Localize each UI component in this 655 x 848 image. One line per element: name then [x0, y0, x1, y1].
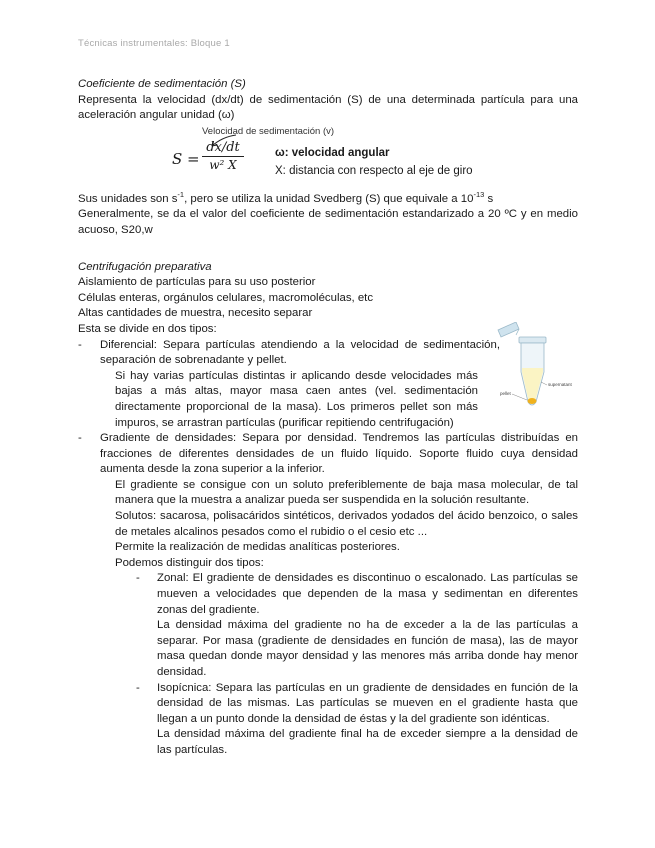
section-heading-sedimentation: Coeficiente de sedimentación (S) [78, 78, 246, 90]
bullet-dash: - [136, 681, 140, 694]
formula-note: Velocidad de sedimentación (v) [202, 125, 335, 137]
document-body [78, 70, 578, 759]
diferencial-detail: Si hay varias partículas distintas ir aplicando desde velocidades más bajas a más altas, mayor masa caen antes (vel. sedimentación directamente proporcional de la masa). Los primeros pellet son más impuros, se arrastran partículas (purificar repitiendo centrifugación) [115, 369, 478, 429]
supernatant-label: supernatant [548, 382, 572, 387]
bullet-dash: - [136, 572, 140, 585]
centrifugation-line: Aislamiento de partículas para su uso posterior [78, 276, 316, 289]
pellet-icon [528, 398, 537, 404]
formula-numerator: dx/dt [202, 140, 244, 158]
bullet-dash: - [78, 432, 82, 445]
centrifugation-line: Esta se divide en dos tipos: [78, 322, 217, 335]
section-heading-centrifugation: Centrifugación preparativa [78, 260, 212, 273]
centrifugation-line: Altas cantidades de muestra, necesito separar [78, 307, 313, 320]
sedimentation-units: Sus unidades son $s^{-1}$, pero se utiliza la unidad Svedberg (S) que equivale a $10^{-13}$ s [78, 189, 494, 205]
gradiente-detail-4: Podemos distinguir dos tipos: [115, 556, 264, 569]
formula-def-x: X: distancia con respecto al eje de giro [275, 164, 473, 177]
running-header: Técnicas instrumentales: Bloque 1 [78, 38, 230, 49]
gradiente-detail-3: Permite la realización de medidas analíticas posteriores. [115, 541, 400, 554]
bullet-gradiente: - Gradiente de densidades: Separa por densidad. Tendremos las partículas distribuídas en fracciones de diferentes densidades de un fluido líquido. Soporte fluido cuya densidad aumenta desde la zona superior a la inferior. [78, 432, 578, 476]
sub-bullet-zonal: - Zonal: El gradiente de densidades es discontinuo o escalonado. Las partículas se mueven a velocidades que dependen de la masa y sedimentan en diferentes zonas del gradiente. [136, 572, 578, 616]
formula-fraction [202, 140, 244, 174]
centrifugation-line: Células enteras, orgánulos celulares, macromoléculas, etc [78, 291, 374, 304]
formula-denominator: w² X [209, 158, 237, 173]
tube-cap-icon [498, 322, 519, 337]
formula-def-omega: ω: velocidad angular [275, 146, 390, 159]
pellet-label: pellet [500, 391, 511, 396]
gradiente-detail-2: Solutos: sacarosa, polisacáridos sintéticos, derivados yodados del ácido benzoico, o sales de metales alcalinos pesados como el rubidio o el cesio etc ... [115, 510, 578, 538]
bullet-diferencial: - Diferencial: Separa partículas atendiendo a la velocidad de sedimentación, separación de sobrenadante y pellet. [78, 338, 500, 367]
isopicnica-detail: La densidad máxima del gradiente final ha de exceder siempre a la densidad de las partículas. [157, 728, 578, 756]
sub-bullet-isopicnica: - Isopícnica: Separa las partículas en un gradiente de densidades en función de la densidad de las mismas. Las partículas se mueven en el gradiente hasta que llegan a un punto donde la densidad de éstas y la del gradiente son idénticas. [136, 681, 578, 725]
bullet-dash: - [78, 338, 82, 351]
sedimentation-standard: Generalmente, se da el valor del coeficiente de sedimentación estandarizado a 20 ºC y en medio acuoso, S20,w [78, 208, 578, 236]
centrifuge-tube-figure [486, 322, 578, 417]
sedimentation-formula [78, 124, 578, 192]
tube-rim-icon [519, 337, 546, 343]
formula-lhs: S = [172, 149, 200, 168]
sedimentation-intro: Representa la velocidad (dx/dt) de sedimentación (S) de una determinada partícula para una aceleración angular unidad (ω) [78, 93, 578, 122]
gradiente-detail-1: El gradiente se consigue con un soluto preferiblemente de baja masa molecular, de tal manera que la muestra a analizar pueda ser suspendida en la solución resultante. [115, 478, 578, 507]
zonal-detail: La densidad máxima del gradiente no ha de exceder a la de las partículas a separar. Por masa (gradiente de densidades en función de masa), las de mayor masa quedan donde mayor densidad y las menores más arriba donde hay menor densidad. [157, 619, 578, 678]
